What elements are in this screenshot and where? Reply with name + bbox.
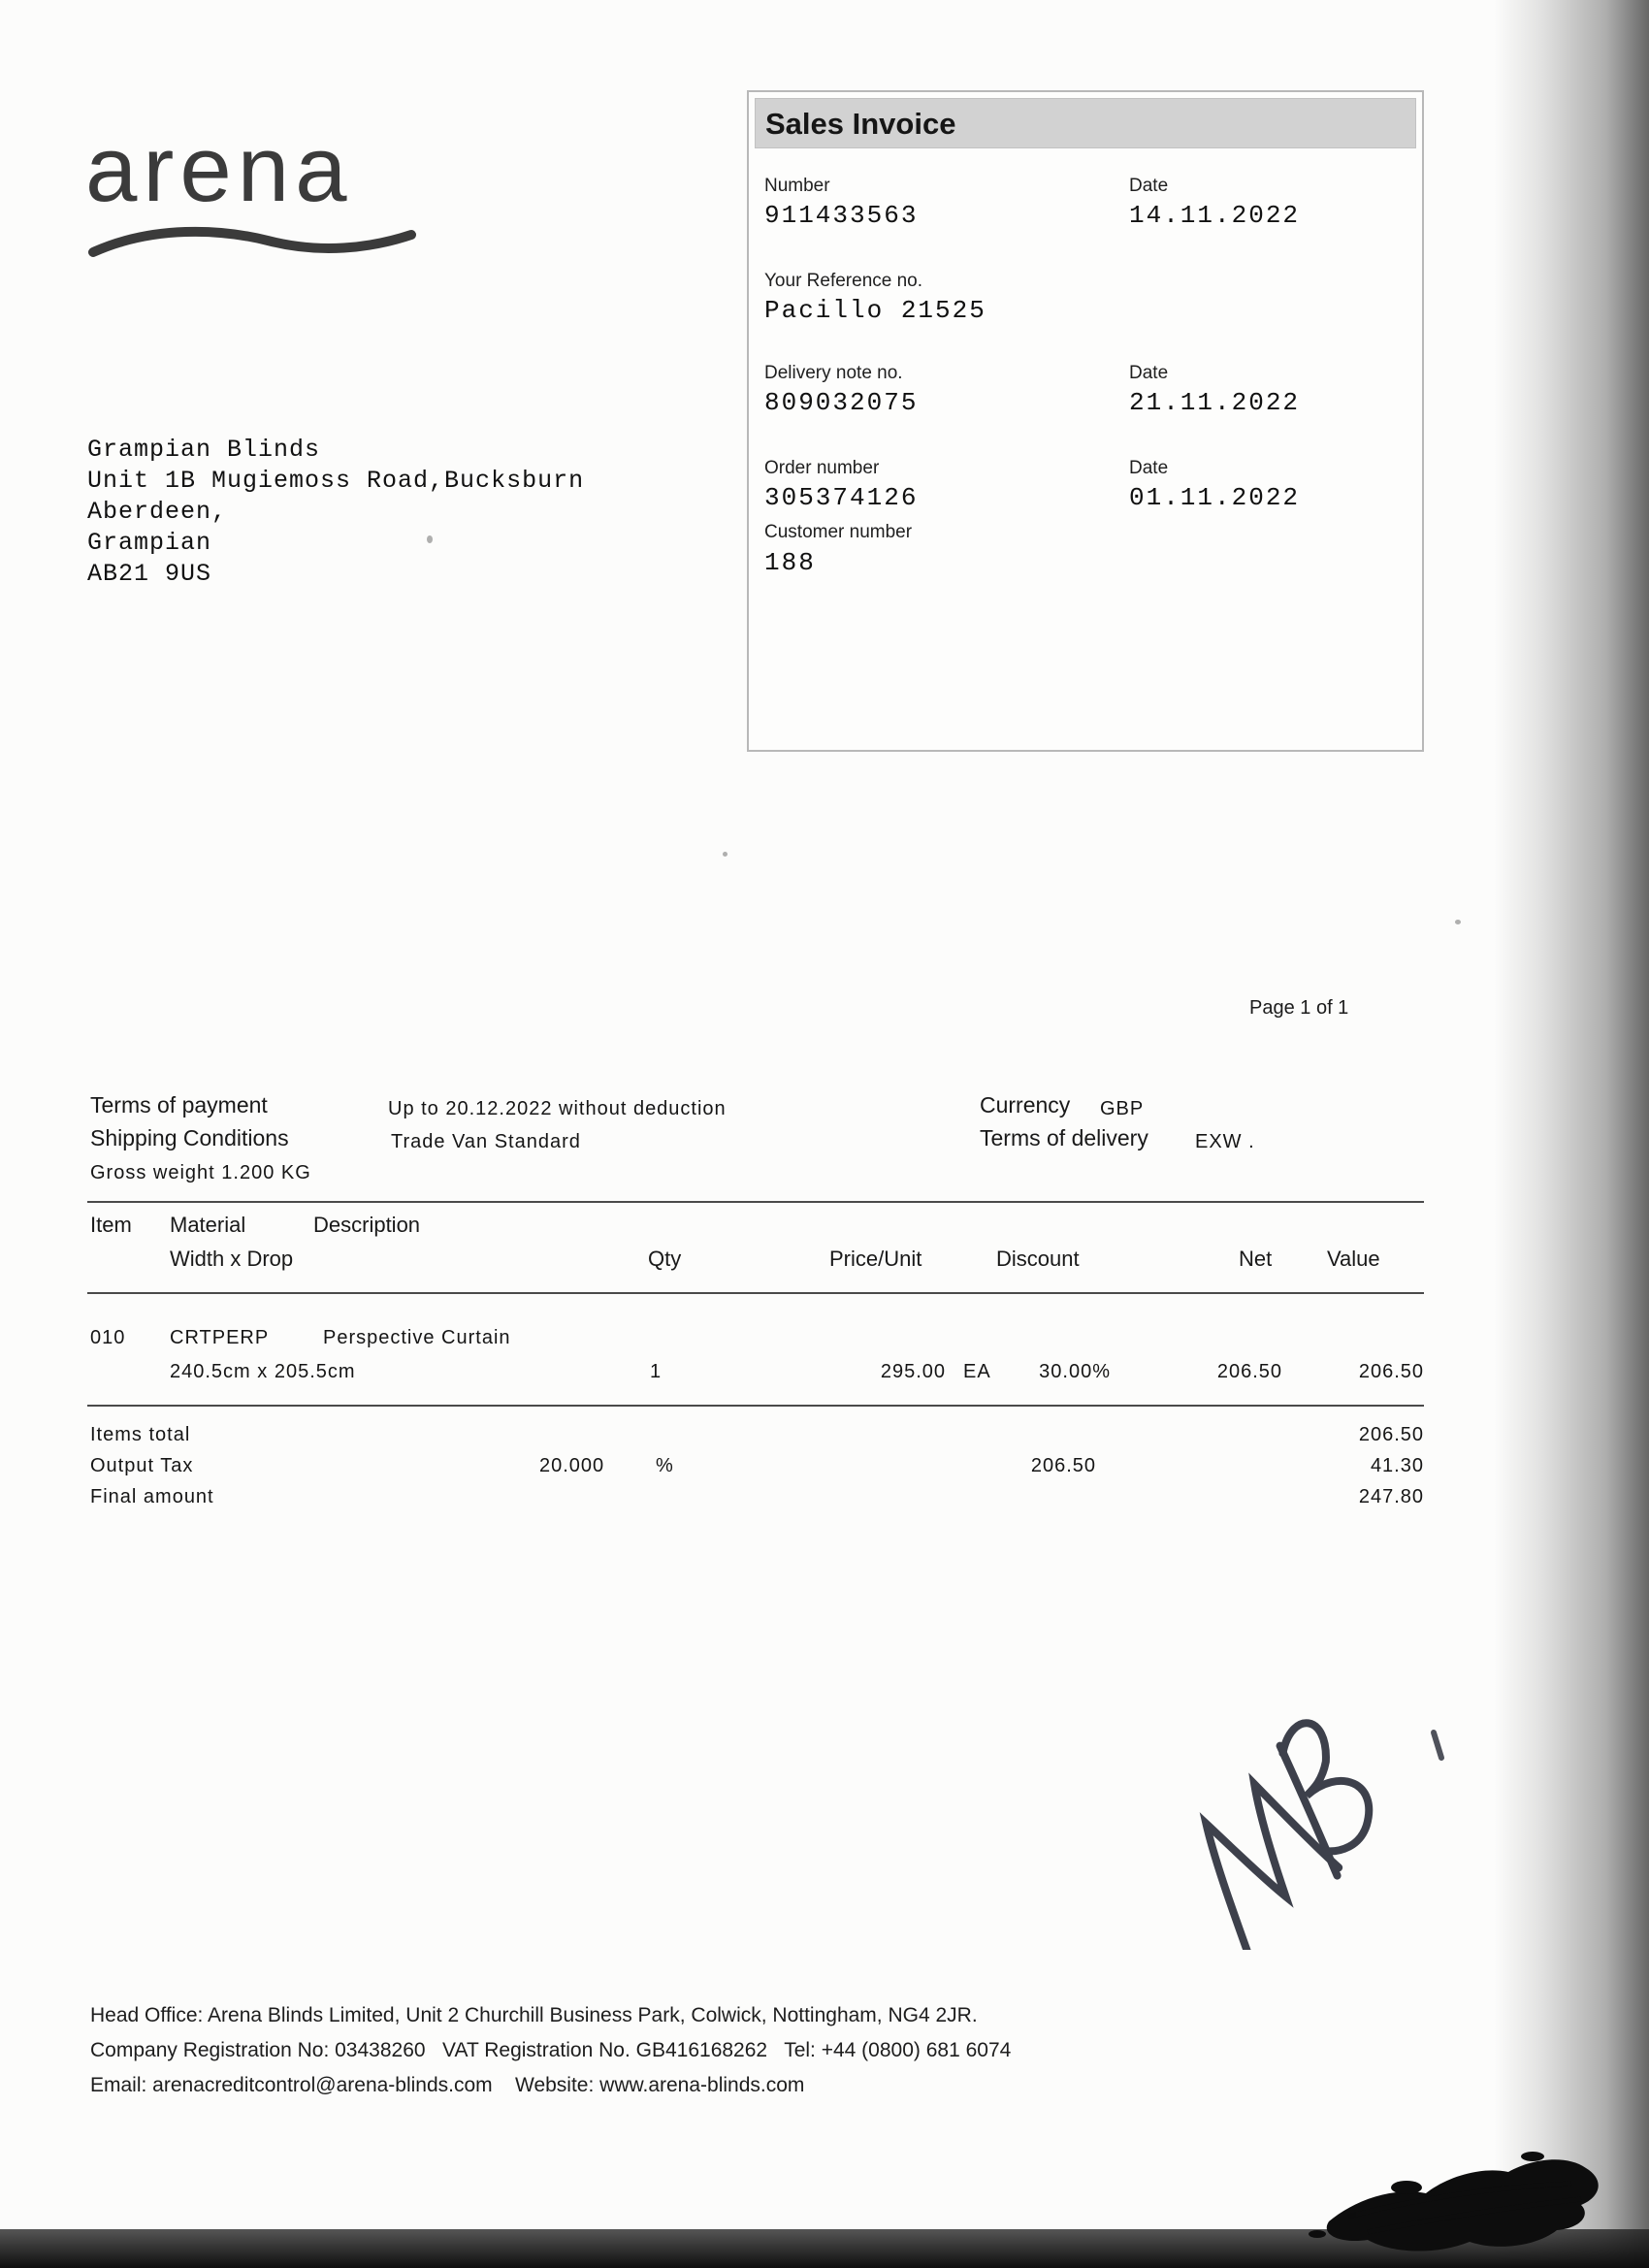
col-header-price-unit: Price/Unit bbox=[829, 1247, 922, 1271]
col-header-item: Item bbox=[90, 1213, 132, 1237]
delivery-date-value: 21.11.2022 bbox=[1129, 388, 1301, 417]
output-tax-base: 206.50 bbox=[1030, 1455, 1096, 1476]
col-header-width-drop: Width x Drop bbox=[170, 1247, 294, 1271]
delivery-date-label: Date bbox=[1129, 363, 1169, 383]
col-header-material: Material bbox=[170, 1213, 246, 1237]
customer-number-label: Customer number bbox=[764, 522, 913, 542]
footer-contact: Email: arenacreditcontrol@arena-blinds.com Website: www.arena-blinds.com bbox=[90, 2074, 805, 2096]
footer-head-office: Head Office: Arena Blinds Limited, Unit 2 Churchill Business Park, Colwick, Nottingham, NG4 2JR. bbox=[90, 2004, 978, 2026]
table-rule-header bbox=[87, 1292, 1424, 1294]
terms-of-delivery-value: EXW . bbox=[1195, 1131, 1255, 1152]
row-description: Perspective Curtain bbox=[323, 1327, 511, 1348]
recipient-line: AB21 9US bbox=[87, 560, 212, 588]
row-width-drop: 240.5cm x 205.5cm bbox=[170, 1361, 356, 1382]
row-material: CRTPERP bbox=[170, 1327, 270, 1348]
scan-speck bbox=[427, 535, 433, 543]
order-date-label: Date bbox=[1129, 458, 1169, 478]
invoice-date-value: 14.11.2022 bbox=[1129, 201, 1301, 230]
output-tax-label: Output Tax bbox=[90, 1455, 194, 1476]
recipient-line: Grampian Blinds bbox=[87, 436, 321, 464]
reference-value: Pacillo 21525 bbox=[764, 296, 986, 325]
final-amount-label: Final amount bbox=[90, 1486, 214, 1507]
items-total-value: 206.50 bbox=[1358, 1424, 1424, 1445]
recipient-line: Grampian bbox=[87, 529, 212, 557]
invoice-header-box bbox=[747, 90, 1424, 752]
page-indicator: Page 1 of 1 bbox=[1249, 997, 1349, 1019]
col-header-value: Value bbox=[1327, 1247, 1380, 1271]
col-header-net: Net bbox=[1239, 1247, 1273, 1271]
table-rule-bottom bbox=[87, 1405, 1424, 1407]
row-discount: 30.00% bbox=[1039, 1361, 1111, 1382]
scan-edge-right bbox=[1494, 0, 1649, 2268]
invoice-number-label: Number bbox=[764, 176, 830, 196]
recipient-address bbox=[87, 435, 584, 590]
col-header-discount: Discount bbox=[996, 1247, 1080, 1271]
row-unit: EA bbox=[963, 1361, 991, 1382]
recipient-line: Unit 1B Mugiemoss Road,Bucksburn bbox=[87, 467, 585, 495]
scan-speck bbox=[723, 852, 728, 857]
row-qty: 1 bbox=[650, 1361, 663, 1382]
row-net: 206.50 bbox=[1216, 1361, 1282, 1382]
invoice-date-label: Date bbox=[1129, 176, 1169, 196]
recipient-line: Aberdeen, bbox=[87, 498, 228, 526]
delivery-note-value: 809032075 bbox=[764, 388, 919, 417]
reference-label: Your Reference no. bbox=[764, 271, 923, 291]
footer-registration: Company Registration No: 03438260 VAT Registration No. GB416168262 Tel: +44 (0800) 681 6074 bbox=[90, 2039, 1012, 2061]
currency-label: Currency bbox=[980, 1092, 1071, 1118]
signature-handwritten bbox=[1154, 1698, 1455, 1955]
invoice-title: Sales Invoice bbox=[765, 107, 956, 141]
scan-speck bbox=[1455, 920, 1461, 924]
signature-mb-icon bbox=[1154, 1698, 1455, 1950]
order-date-value: 01.11.2022 bbox=[1129, 483, 1301, 512]
customer-number-value: 188 bbox=[764, 548, 816, 577]
order-number-value: 305374126 bbox=[764, 483, 919, 512]
output-tax-percent: % bbox=[656, 1455, 674, 1476]
terms-of-delivery-label: Terms of delivery bbox=[980, 1125, 1148, 1150]
arena-logo bbox=[85, 116, 420, 266]
ink-smudge bbox=[1290, 2129, 1620, 2268]
arena-logo-text: arena bbox=[85, 117, 353, 221]
gross-weight: Gross weight 1.200 KG bbox=[90, 1162, 311, 1183]
terms-of-payment-label: Terms of payment bbox=[90, 1092, 268, 1118]
final-amount-value: 247.80 bbox=[1358, 1486, 1424, 1507]
row-item: 010 bbox=[90, 1327, 126, 1348]
row-price: 295.00 bbox=[880, 1361, 946, 1382]
invoice-title-bar bbox=[755, 98, 1416, 148]
currency-value: GBP bbox=[1100, 1098, 1145, 1119]
table-rule-top bbox=[87, 1201, 1424, 1203]
col-header-qty: Qty bbox=[648, 1247, 682, 1271]
ink-smudge-icon bbox=[1290, 2129, 1620, 2265]
output-tax-rate: 20.000 bbox=[539, 1455, 605, 1476]
terms-of-payment-value: Up to 20.12.2022 without deduction bbox=[388, 1098, 727, 1119]
row-value: 206.50 bbox=[1358, 1361, 1424, 1382]
order-number-label: Order number bbox=[764, 458, 880, 478]
output-tax-amount: 41.30 bbox=[1370, 1455, 1424, 1476]
invoice-number-value: 911433563 bbox=[764, 201, 919, 230]
col-header-description: Description bbox=[313, 1213, 421, 1237]
delivery-note-label: Delivery note no. bbox=[764, 363, 903, 383]
items-total-label: Items total bbox=[90, 1424, 191, 1445]
shipping-conditions-value: Trade Van Standard bbox=[391, 1131, 581, 1152]
logo-swoosh-icon bbox=[85, 217, 420, 266]
shipping-conditions-label: Shipping Conditions bbox=[90, 1125, 289, 1150]
